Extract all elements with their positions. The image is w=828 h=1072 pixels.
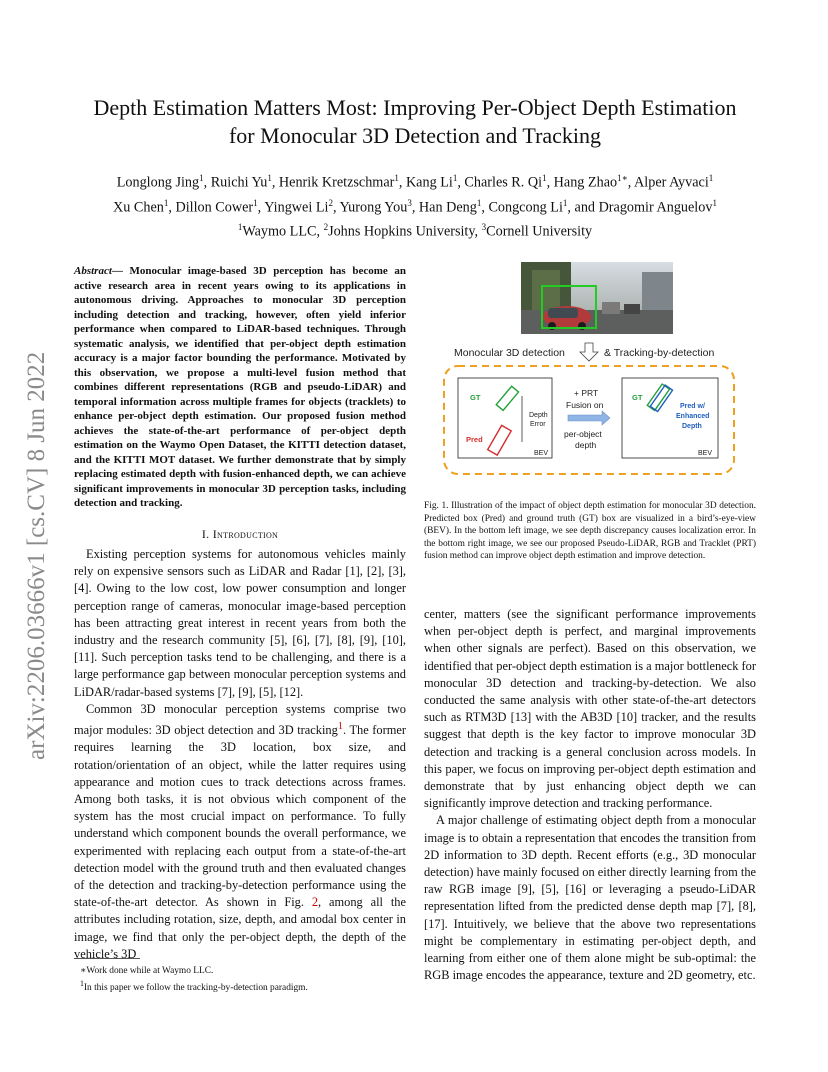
author-name: Alper Ayvaci — [634, 174, 709, 191]
footnotes — [74, 965, 406, 994]
footnote-2-mark: 1 — [80, 978, 84, 988]
author-name: Congcong Li — [488, 199, 563, 216]
abstract-label: Abstract — [74, 265, 112, 277]
author-name: Yingwei Li — [264, 199, 329, 216]
pred-label: Pred — [466, 435, 483, 444]
author-name: Yurong You — [339, 199, 408, 216]
affiliation: Cornell University — [486, 224, 593, 241]
arxiv-identifier: arXiv:2206.03666v1 [cs.CV] 8 Jun 2022 — [23, 351, 50, 760]
depth-error-label-2: Error — [530, 421, 546, 428]
author-name: Kang Li — [405, 174, 453, 191]
author-affil-sup: 3 — [407, 197, 412, 208]
figure-1-caption: Fig. 1. Illustration of the impact of object depth estimation for monocular 3D detection. Predicted box (Pred) and ground truth (GT) box are visualized in a bird’s-eye-view (BEV). In the bottom left image, we see depth discrepancy causes localization error. In the bottom right image, we see our proposed Pseudo-LiDAR, RGB and Tracklet (PRT) fusion method can improve object depth estimation and improve detection. — [424, 501, 756, 562]
bev-label-left: BEV — [534, 450, 549, 457]
prt-label-4: depth — [575, 440, 597, 450]
arxiv-stamp — [14, 290, 54, 760]
right-arrow-icon — [568, 411, 610, 425]
author-name: Henrik Kretzschmar — [278, 174, 395, 191]
right-paragraph-2: A major challenge of estimating object depth from a monocular image is to obtain a representation that encodes the transition from 2D information to 3D depth. Recent efforts (e.g., 3D monocular detection) have mainly focused on either directly learning from the raw RGB image [9], [5], [16] or leveraging a pseudo-LiDAR representation lifted from the predicted dense depth map [7], [8], [17]. Intuitively, we believe that the above two representations might be complementary in estimating per-object depth, and learning from either one of them alone might be sub-optimal: the RGB image encodes the appearance, texture and 2D geometry, etc. — [424, 813, 757, 983]
affiliation: Johns Hopkins University — [328, 224, 475, 241]
introduction-body — [74, 546, 406, 963]
gt-label: GT — [470, 393, 481, 402]
section-heading-introduction — [74, 526, 406, 543]
intro-p2-text-a: Common 3D monocular perception systems comprise two major modules: 3D object detection and 3D tracking — [74, 701, 406, 738]
affil-sup: 2 — [323, 222, 329, 233]
abstract-dash: — — [111, 265, 123, 277]
author-affil-sup: 1 — [542, 173, 547, 183]
affil-sup: 3 — [481, 222, 487, 233]
footnote-link[interactable]: 1 — [337, 721, 343, 733]
intro-paragraph-1: Existing perception systems for autonomous vehicles mainly rely on expensive sensors such as LiDAR and Radar [1], [2], [3], [4]. Owing to the low cost, low power consumption and longer perception range of cameras, monocular image-based perception has been attracting great interest in recent years from both the industry and the research community [5], [6], [7], [8], [9], [10], [11]. Such perception tasks tend to be challenging, and there is a large performance gap between monocular perception systems and LiDAR/radar-based systems [7], [9], [5], [12]. — [74, 547, 406, 699]
section-title: Introduction — [212, 527, 279, 541]
author-affil-sup: 1 — [452, 173, 458, 183]
footnote-rule — [74, 958, 140, 959]
author-name: Ruichi Yu — [210, 174, 268, 191]
author-affil-sup: 1 — [199, 173, 204, 183]
author-name: Dragomir Anguelov — [598, 199, 713, 216]
intro-paragraph-2 — [74, 701, 406, 963]
enhanced-label-3: Depth — [682, 423, 702, 430]
footnote-2-text: In this paper we follow the tracking-by-detection paradigm. — [83, 982, 308, 993]
footnote-1: ∗Work done while at Waymo LLC. — [80, 966, 214, 976]
paper-title — [60, 94, 770, 150]
intro-p2-text-c: , among all the attributes including rotation, size, depth, and amodal box center in image, we find that only the per-object depth, the depth of the vehicle’s 3D — [74, 895, 406, 961]
author-affil-sup: 1 — [394, 173, 399, 183]
author-name: Xu Chen — [113, 199, 164, 216]
author-name: Longlong Jing — [116, 174, 200, 191]
section-number: I. — [201, 527, 210, 541]
author-affil-sup: 1 — [476, 197, 482, 208]
down-arrow-icon — [580, 343, 598, 361]
author-affil-sup: 1 — [708, 173, 714, 183]
author-affil-sup: 1∗ — [617, 173, 628, 183]
gt-label-right: GT — [632, 393, 643, 402]
author-name: Charles R. Qi — [464, 174, 543, 191]
enhanced-label-2: Enhanced — [676, 413, 710, 420]
author-name: Han Deng — [418, 199, 477, 216]
author-line-2: Xu Chen$^1$, Dillon Cower$^1$, Yingwei Li$^2$, Yurong You$^3$, Han Deng$^1$, Congcong Li$^1$, and Dragomir Anguelov$^1$ — [113, 197, 717, 216]
figure-reference-link[interactable]: 2 — [311, 895, 319, 910]
author-affil-sup: 1 — [253, 197, 258, 208]
author-affil-sup: 1 — [163, 197, 169, 208]
depth-error-label-1: Depth — [529, 412, 548, 419]
author-affil-sup: 1 — [712, 197, 717, 208]
abstract-text: Monocular image-based 3D perception has become an active research area in recent years owing to its applications in autonomous driving. Approaches to monocular 3D perception including detection and tracking, however, often yield inferior performance when compared to LiDAR-based techniques. Through systematic analysis, we identified that per-object depth estimation accuracy is a major factor bounding the performance. Motivated by this observation, we propose a multi-level fusion method that combines different representations (RGB and pseudo-LiDAR) and temporal information across multiple frames for objects (tracklets) to enhance per-object depth estimation. Our proposed fusion method achieves the state-of-the-art performance of per-object depth estimation on the Waymo Open Dataset, the KITTI detection dataset, and the KITTI MOT dataset. We further demonstrate that by simply replacing estimated depth with fusion-enhanced depth, we can achieve significant improvements in monocular 3D perception tasks, including detection and tracking. — [74, 265, 407, 509]
prt-label-3: per-object — [564, 429, 602, 439]
bev-label-right: BEV — [698, 450, 713, 457]
enhanced-label-1: Pred w/ — [680, 403, 705, 410]
affiliation: Waymo LLC — [242, 224, 317, 241]
title-line-1: Depth Estimation Matters Most: Improving Per-Object Depth Estimation — [93, 95, 737, 120]
affil-sup: 1 — [237, 222, 243, 233]
intro-p2-text-b: . The former requires learning the 3D location, box size, and rotation/orientation of an object, while the latter requires using appearance and motion cues to track detections across frames. Among both tasks, it is not obvious which component of the system has the most crucial impact on performance. To fully understand which component bounds the overall performance, we experimented with replacing each output from a state-of-the-art detection model with the ground truth and then evaluated changes of the detection and tracking-by-detection performance using the state-of-the-art detector. As shown in Fig. — [74, 723, 406, 910]
author-affil-sup: 1 — [267, 173, 272, 183]
author-line-1: Longlong Jing$^1$, Ruichi Yu$^1$, Henrik Kretzschmar$^1$, Kang Li$^1$, Charles R. Qi$^1$, Hang Zhao$^{1∗}$, Alper Ayvaci$^1$ — [116, 173, 714, 191]
author-block — [60, 168, 770, 242]
author-name: Dillon Cower — [175, 199, 254, 216]
prt-label-2: Fusion on — [566, 400, 604, 410]
right-column-body — [424, 606, 756, 984]
author-affil-sup: 1 — [562, 197, 568, 208]
affiliation-line: $^1$Waymo LLC, $^2$Johns Hopkins University, $^3$Cornell University — [237, 222, 593, 241]
right-paragraph-1: center, matters (see the significant performance improvements when per-object depth is perfect, and marginal improvements when other signals are perfect). Based on this observation, we identified that per-object depth estimation is a major bottleneck for monocular 3D detection and tracking-by-detection. We also conducted the same analysis with other state-of-the-art detectors such as RTM3D [13] with the AB3D [10] tracker, and the results suggest that depth is the key factor to improve monocular 3D detection and tracking is a general conclusion across models. In this paper, we focus on improving per-object depth estimation and demonstrate that by just enhancing object depth we can significantly improve detection and tracking performance. — [424, 607, 756, 811]
author-conjunction: and — [574, 199, 596, 216]
author-affil-sup: 2 — [328, 197, 333, 208]
figure-1 — [442, 262, 752, 482]
tracking-label: & Tracking-by-detection — [604, 347, 715, 359]
abstract — [74, 264, 406, 511]
author-name: Hang Zhao — [553, 174, 618, 191]
monocular-detection-label: Monocular 3D detection — [454, 347, 565, 359]
footnote-2 — [74, 978, 406, 995]
title-line-2: for Monocular 3D Detection and Tracking — [228, 123, 602, 148]
prt-label-1: + PRT — [574, 388, 599, 398]
